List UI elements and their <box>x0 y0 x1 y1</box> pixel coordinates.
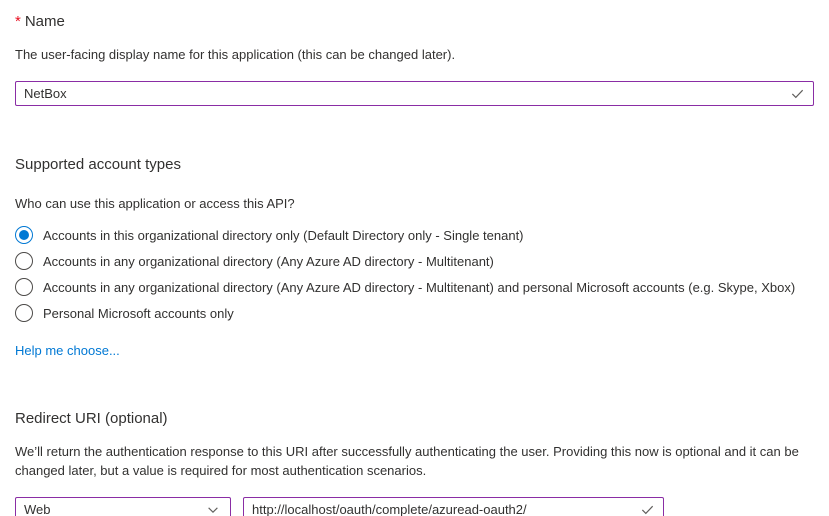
name-description: The user-facing display name for this application (this can be changed later). <box>15 47 456 62</box>
name-input-wrap <box>15 81 814 106</box>
redirect-uri-section-title: Redirect URI (optional) <box>15 410 168 427</box>
account-type-label: Personal Microsoft accounts only <box>43 305 234 321</box>
name-input[interactable] <box>15 81 814 106</box>
radio-button[interactable] <box>15 252 33 270</box>
account-types-question: Who can use this application or access this API? <box>15 196 295 211</box>
platform-select-value: Web <box>24 502 51 516</box>
chevron-down-icon <box>205 502 221 516</box>
help-me-choose-link[interactable]: Help me choose... <box>15 343 120 358</box>
account-type-label: Accounts in this organizational directory only (Default Directory only - Single tenant) <box>43 227 524 243</box>
account-type-label: Accounts in any organizational directory (Any Azure AD directory - Multitenant) <box>43 253 494 269</box>
account-type-option-multitenant-personal[interactable] <box>15 274 814 300</box>
name-title-text: Name <box>24 13 65 30</box>
radio-button[interactable] <box>15 278 33 296</box>
name-section-title <box>15 12 814 32</box>
redirect-uri-input[interactable] <box>243 497 664 516</box>
account-types-radio-group <box>15 222 814 326</box>
account-types-section-title: Supported account types <box>15 156 181 173</box>
account-type-label: Accounts in any organizational directory (Any Azure AD directory - Multitenant) and personal Microsoft accounts (e.g. Skype, Xbox) <box>43 279 796 295</box>
redirect-uri-description: We’ll return the authentication response to this URI after successfully authenticating the user. Providing this now is optional and it can be changed later, but a value is required for most authentication scenarios. <box>15 444 799 478</box>
redirect-uri-controls <box>15 497 814 516</box>
platform-select[interactable] <box>15 497 231 516</box>
account-type-option-personal-only[interactable] <box>15 300 814 326</box>
redirect-uri-input-wrap <box>243 497 664 516</box>
account-type-option-single-tenant[interactable] <box>15 222 814 248</box>
account-type-option-multitenant[interactable] <box>15 248 814 274</box>
radio-button[interactable] <box>15 226 33 244</box>
required-asterisk: * <box>15 13 21 30</box>
radio-button[interactable] <box>15 304 33 322</box>
